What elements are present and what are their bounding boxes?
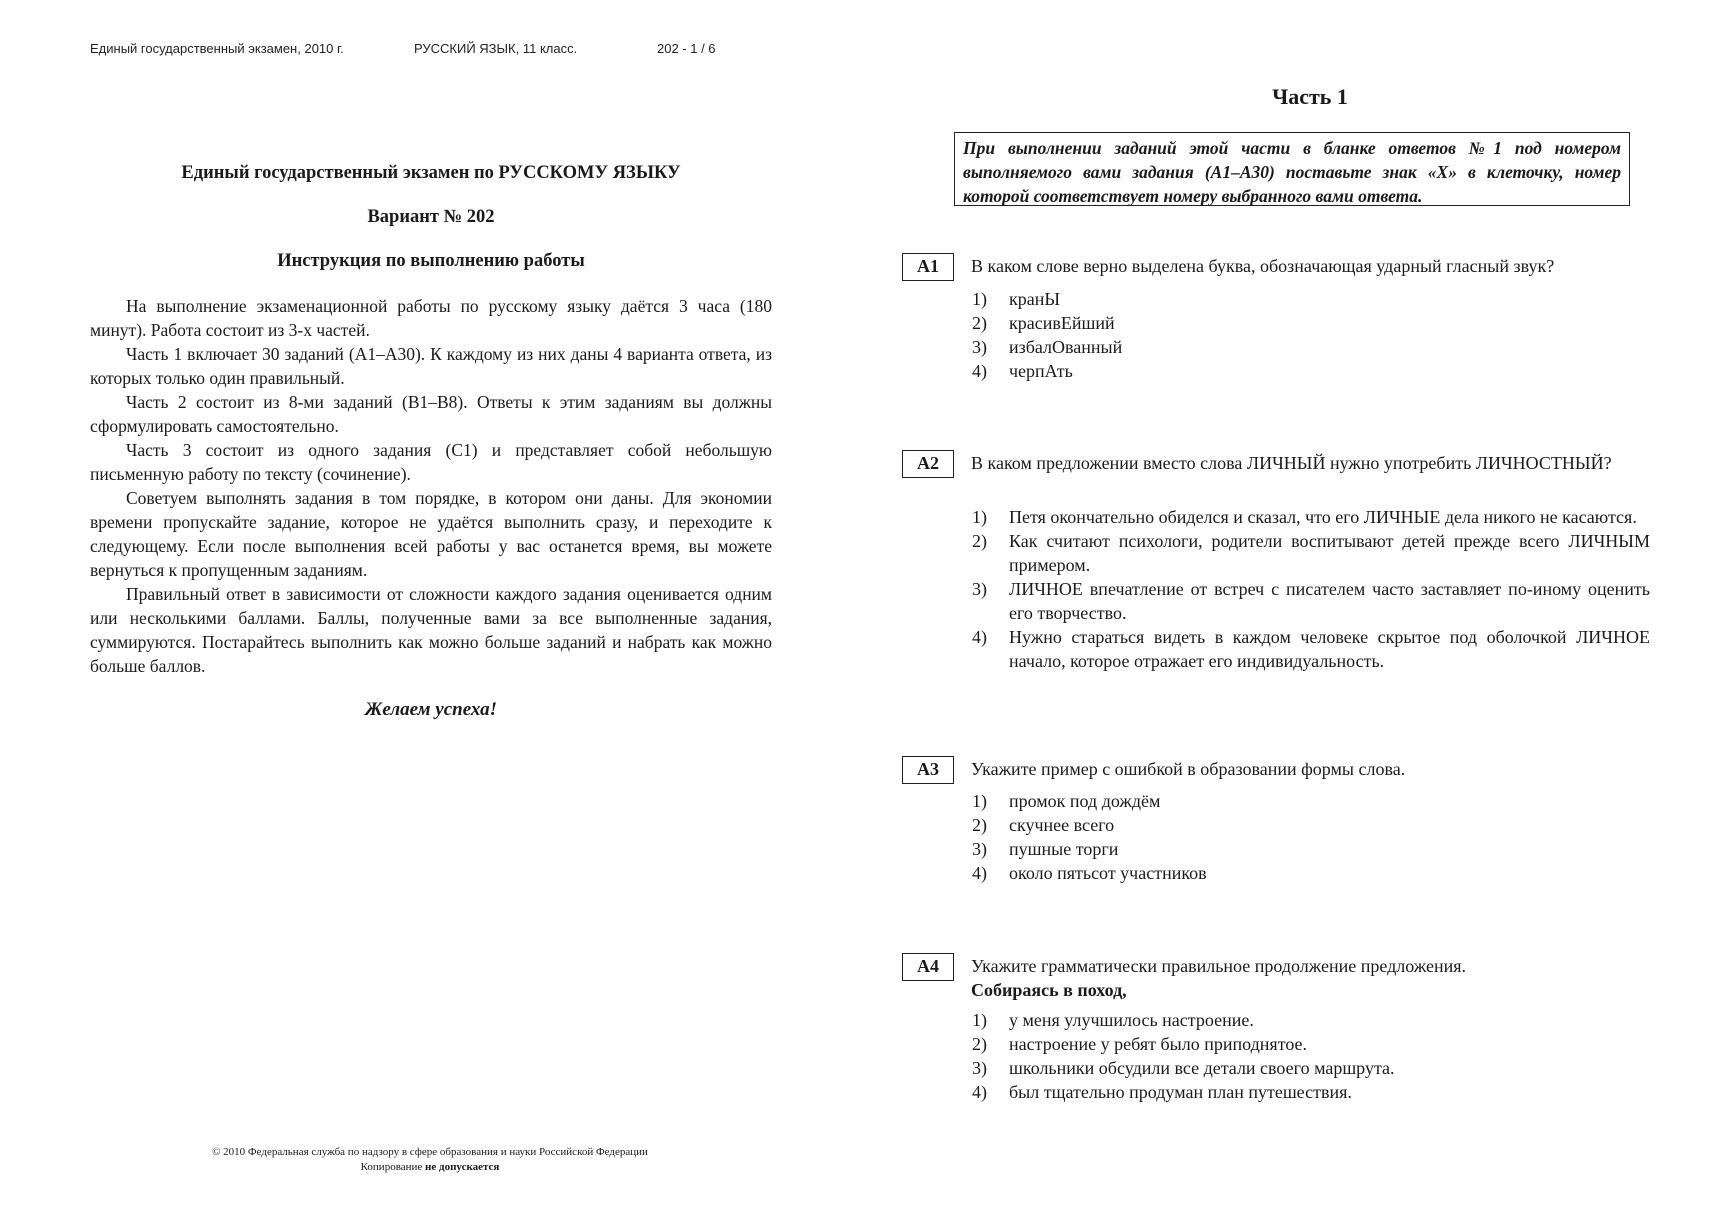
question-subtext-a4: Собираясь в поход, bbox=[971, 980, 1127, 1000]
option-number: 1) bbox=[972, 1010, 987, 1030]
option-number: 2) bbox=[972, 313, 987, 333]
exam-title: Единый государственный экзамен по РУССКОМУ ЯЗЫКУ bbox=[181, 163, 681, 183]
option bbox=[972, 1032, 1650, 1056]
option-text: был тщательно продуман план путешествия. bbox=[1009, 1082, 1352, 1102]
option bbox=[972, 577, 1650, 625]
question-text-a2: В каком предложении вместо слова ЛИЧНЫЙ нужно употребить ЛИЧНОСТНЫЙ? bbox=[971, 453, 1612, 473]
option-number: 4) bbox=[972, 361, 987, 381]
part-title: Часть 1 bbox=[1272, 84, 1348, 109]
wish-text: Желаем успеха! bbox=[364, 699, 498, 720]
instruction-title: Инструкция по выполнению работы bbox=[277, 251, 585, 271]
option bbox=[972, 625, 1650, 673]
header-subject: РУССКИЙ ЯЗЫК, 11 класс. bbox=[414, 41, 578, 56]
question-text-a4: Укажите грамматически правильное продолжение предложения. bbox=[971, 956, 1467, 976]
option bbox=[972, 1056, 1650, 1080]
copy-restriction-bold: не допускается bbox=[425, 1161, 500, 1173]
option-number: 1) bbox=[972, 289, 987, 309]
option bbox=[972, 1080, 1650, 1104]
option-number: 1) bbox=[972, 507, 987, 527]
question-label-a2: A2 bbox=[902, 450, 954, 478]
option-number: 4) bbox=[972, 1082, 987, 1102]
option-number: 4) bbox=[972, 627, 987, 647]
option bbox=[972, 335, 1650, 359]
option-text: черпАть bbox=[1009, 361, 1073, 381]
option bbox=[972, 789, 1650, 813]
option-number: 2) bbox=[972, 815, 987, 835]
option bbox=[972, 505, 1650, 529]
options-a3 bbox=[972, 789, 1650, 885]
copy-label: Копирование bbox=[360, 1161, 423, 1173]
option bbox=[972, 359, 1650, 383]
option-text: Петя окончательно обиделся и сказал, что его ЛИЧНЫЕ дела никого не касаются. bbox=[1009, 507, 1637, 527]
instruction-paragraph: Часть 2 состоит из 8-ми заданий (В1–В8). Ответы к этим заданиям вы должны сформулировать самостоятельно. bbox=[90, 392, 772, 436]
question-text-a3: Укажите пример с ошибкой в образовании формы слова. bbox=[971, 759, 1406, 779]
instruction-paragraph: Часть 3 состоит из одного задания (С1) и представляет собой небольшую письменную работу по тексту (сочинение). bbox=[90, 440, 772, 484]
option bbox=[972, 1008, 1650, 1032]
option-number: 3) bbox=[972, 337, 987, 357]
variant-number: Вариант № 202 bbox=[367, 207, 495, 227]
option bbox=[972, 861, 1650, 885]
instruction-paragraph: Правильный ответ в зависимости от сложности каждого задания оценивается одним или несколькими баллами. Баллы, полученные вами за все выполненные задания, суммируются. Постарайтесь выполнить как можно больше заданий и набрать как можно больше баллов. bbox=[90, 584, 772, 676]
option-text: ЛИЧНОЕ впечатление от встреч с писателем часто заставляет по-иному оценить его творчество. bbox=[1009, 579, 1650, 623]
copyright-footer bbox=[150, 1145, 710, 1175]
option-number: 3) bbox=[972, 1058, 987, 1078]
question-label-a4: A4 bbox=[902, 953, 954, 981]
option bbox=[972, 837, 1650, 861]
option-text: промок под дождём bbox=[1009, 791, 1161, 811]
copyright-line: © 2010 Федеральная служба по надзору в сфере образования и науки Российской Федерации bbox=[212, 1146, 648, 1158]
option-number: 1) bbox=[972, 791, 987, 811]
instruction-paragraph: На выполнение экзаменационной работы по русскому языку даётся 3 часа (180 минут). Работа состоит из 3-х частей. bbox=[90, 296, 772, 340]
option-text: настроение у ребят было приподнятое. bbox=[1009, 1034, 1308, 1054]
option-text: Как считают психологи, родители воспитывают детей прежде всего ЛИЧНЫМ примером. bbox=[1009, 531, 1650, 575]
option-text: красивЕйший bbox=[1009, 313, 1115, 333]
option-text: кранЫ bbox=[1009, 289, 1061, 309]
question-label-a3: A3 bbox=[902, 756, 954, 784]
option-text: около пятьсот участников bbox=[1009, 863, 1207, 883]
instruction-body bbox=[90, 294, 772, 678]
option-text: у меня улучшилось настроение. bbox=[1009, 1010, 1254, 1030]
option-text: пушные торги bbox=[1009, 839, 1119, 859]
part-instruction-box: При выполнении заданий этой части в бланке ответов №1 под номером выполняемого вами задания (А1–А30) поставьте знак «Х» в клеточку, номер которой соответствует номеру выбранного вами ответа. bbox=[954, 132, 1630, 206]
header-page-number: 202 - 1 / 6 bbox=[657, 41, 716, 56]
copy-restriction bbox=[150, 1160, 710, 1175]
option-text: скучнее всего bbox=[1009, 815, 1115, 835]
options-a4 bbox=[972, 1008, 1650, 1104]
option-text: Нужно стараться видеть в каждом человеке скрытое под оболочкой ЛИЧНОЕ начало, которое отражает его индивидуальность. bbox=[1009, 627, 1650, 671]
question-label-a1: A1 bbox=[902, 253, 954, 281]
option-number: 4) bbox=[972, 863, 987, 883]
instruction-paragraph: Часть 1 включает 30 заданий (А1–А30). К каждому из них даны 4 варианта ответа, из которых только один правильный. bbox=[90, 344, 772, 388]
option bbox=[972, 287, 1650, 311]
option-number: 2) bbox=[972, 1034, 987, 1054]
options-a1 bbox=[972, 287, 1650, 383]
option-number: 3) bbox=[972, 839, 987, 859]
options-a2 bbox=[972, 505, 1650, 673]
header-exam: Единый государственный экзамен, 2010 г. bbox=[90, 41, 344, 56]
option bbox=[972, 311, 1650, 335]
question-text-a1: В каком слове верно выделена буква, обозначающая ударный гласный звук? bbox=[971, 256, 1555, 276]
instruction-paragraph: Советуем выполнять задания в том порядке, в котором они даны. Для экономии времени пропускайте задание, которое не удаётся выполнить сразу, и переходите к следующему. Если после выполнения всей работы у вас останется время, вы можете вернуться к пропущенным заданиям. bbox=[90, 488, 772, 580]
option-text: избалОванный bbox=[1009, 337, 1123, 357]
option bbox=[972, 529, 1650, 577]
option-number: 2) bbox=[972, 531, 987, 551]
option-text: школьники обсудили все детали своего маршрута. bbox=[1009, 1058, 1395, 1078]
option-number: 3) bbox=[972, 579, 987, 599]
option bbox=[972, 813, 1650, 837]
